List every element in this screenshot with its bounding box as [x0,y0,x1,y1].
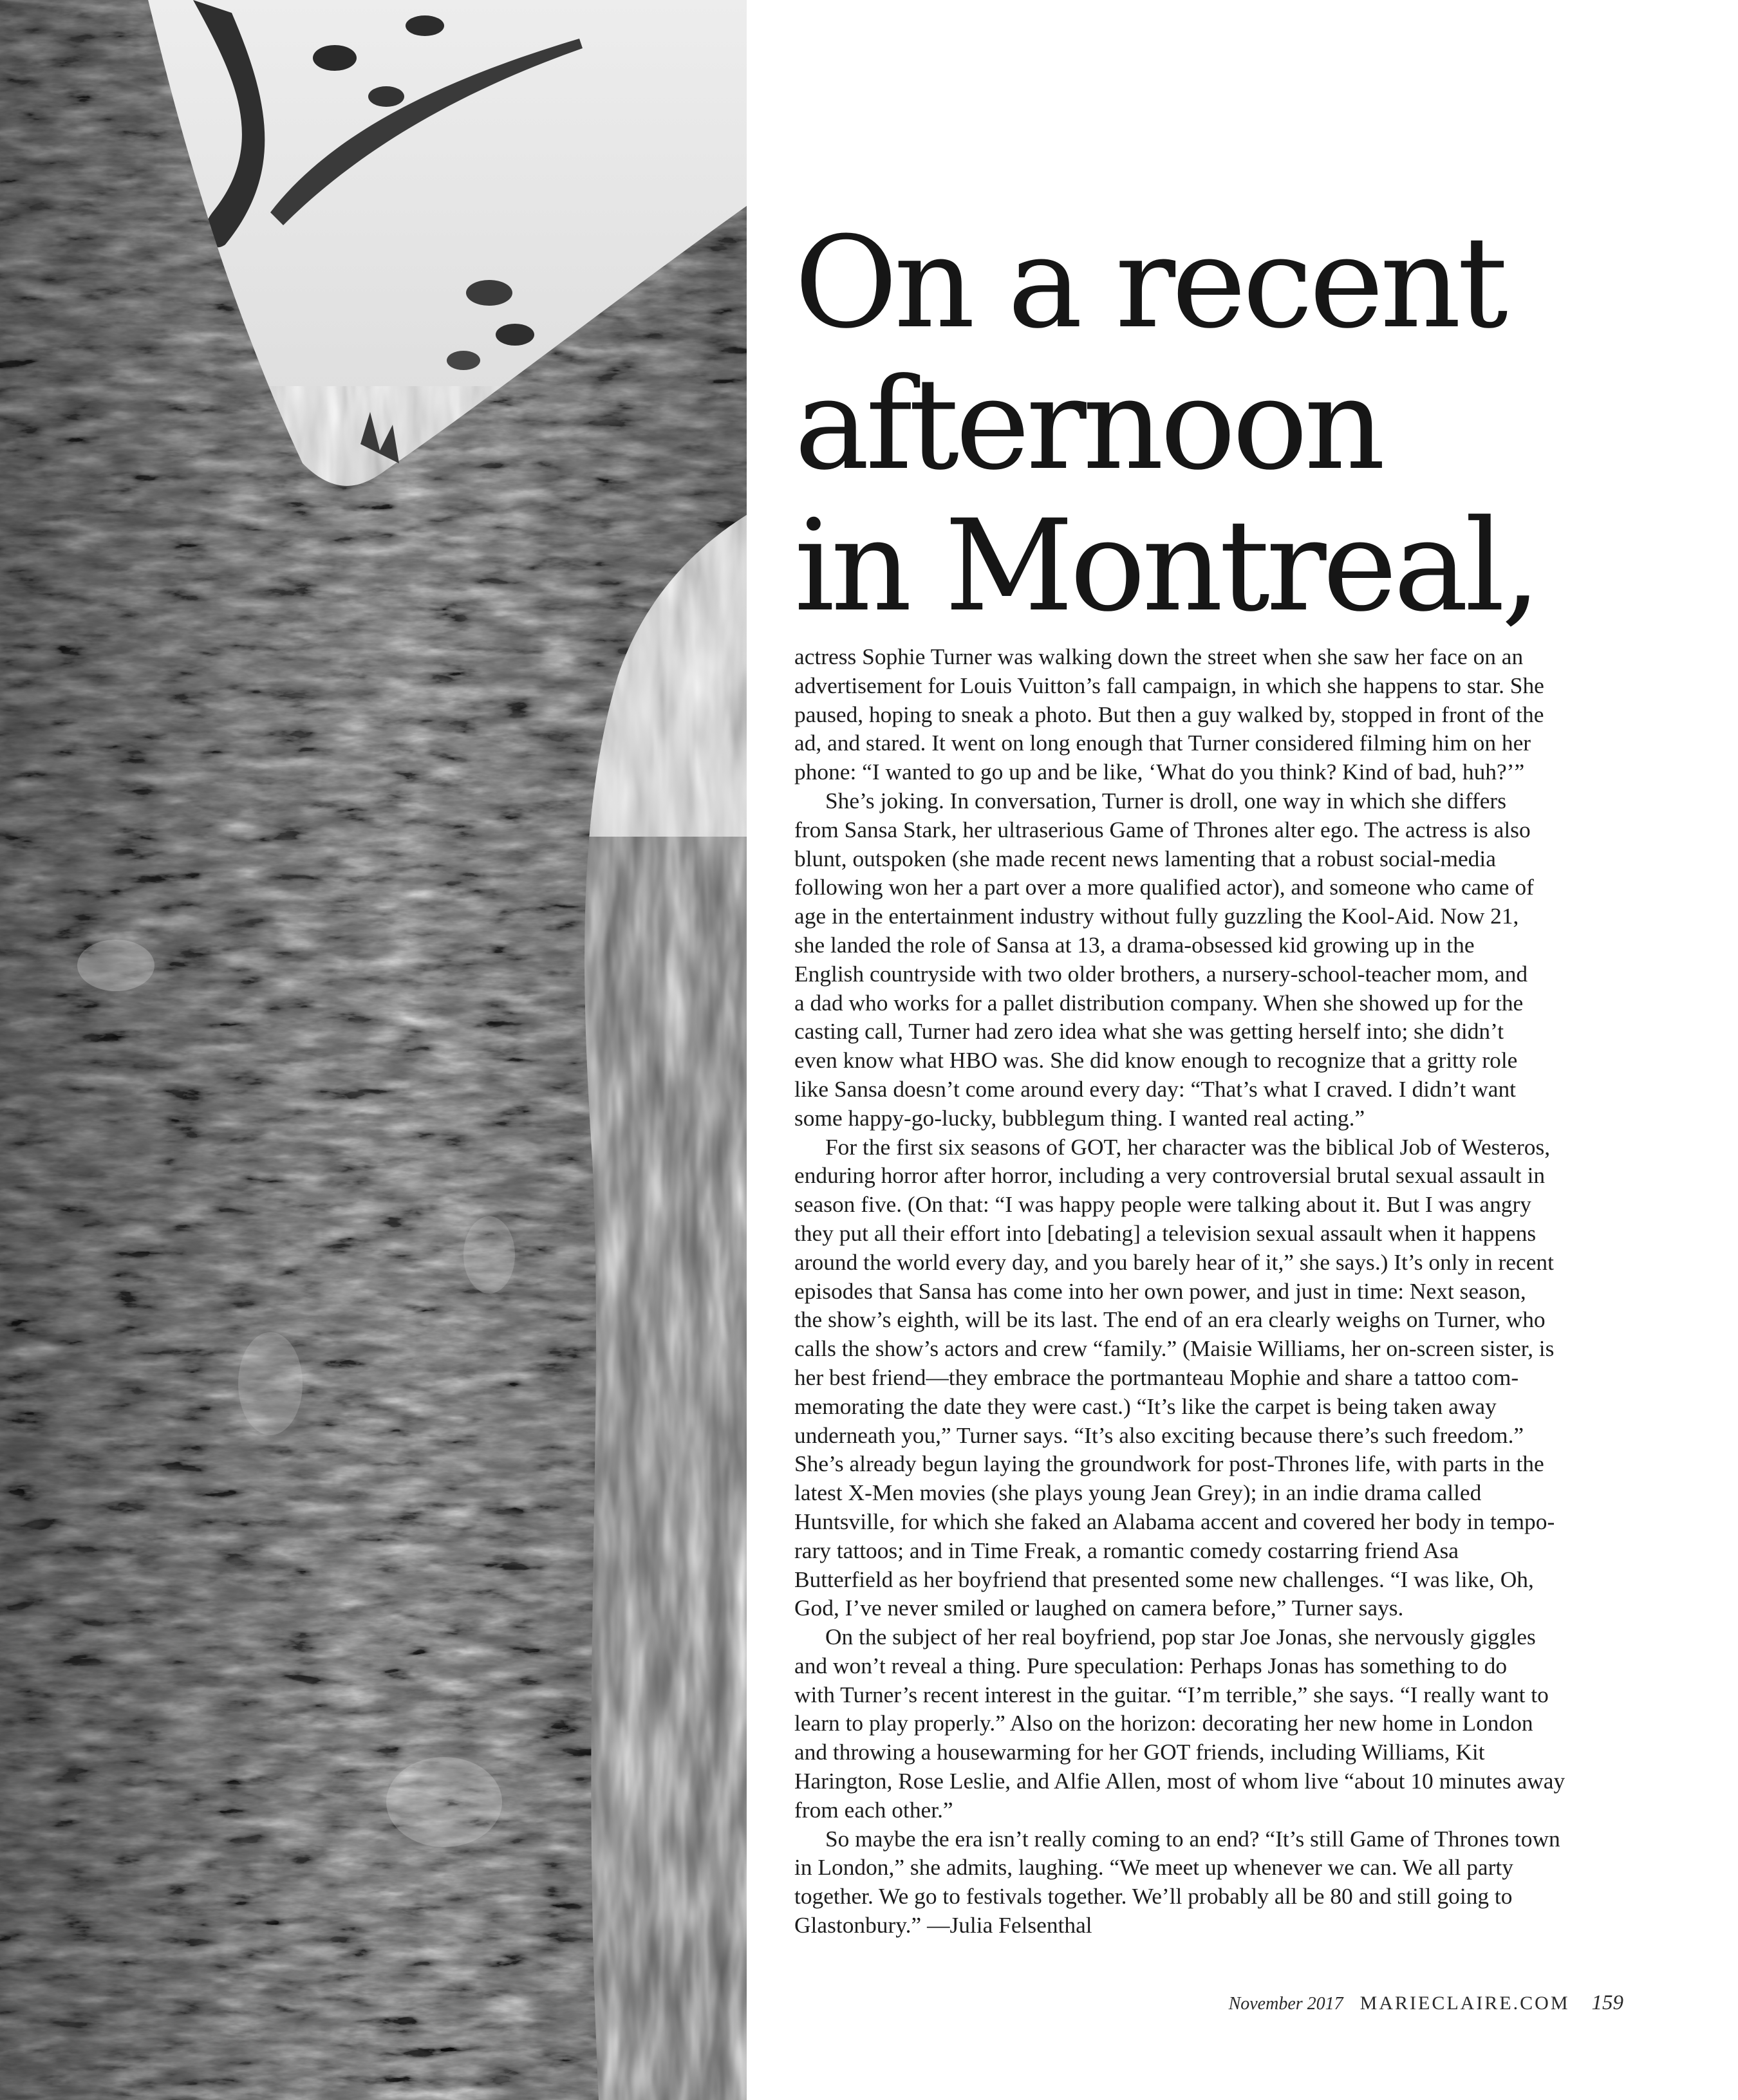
body-line: advertisement for Louis Vuitton’s fall campaign, in which she happens to star. She [794,672,1544,698]
body-line: with Turner’s recent interest in the guitar. “I’m terrible,” she says. “I really want to [794,1681,1549,1707]
body-line: a dad who works for a pallet distribution company. When she showed up for the [794,989,1524,1016]
tree-trunk-photo-icon [0,0,747,2100]
body-line: they put all their effort into [debating] a television sexual assault when it happens [794,1220,1537,1246]
body-line: She’s already begun laying the groundwork for post-Thrones life, with parts in the [794,1451,1544,1477]
paragraph-2 [794,786,1625,1133]
body-line: blunt, outspoken (she made recent news lamenting that a robust social-media [794,845,1496,871]
body-line: English countryside with two older brothers, a nursery-school-teacher mom, and [794,960,1528,987]
headline-line: On a recent [794,210,1504,357]
body-line: the show’s eighth, will be its last. The end of an era clearly weighs on Turner, who [794,1306,1546,1333]
site-url: MARIECLAIRE.COM [1360,1993,1570,2014]
body-line: actress Sophie Turner was walking down the street when she saw her face on an [794,644,1524,669]
page-footer [1211,1991,1623,2015]
body-line: Butterfield as her boyfriend that presented some new challenges. “I was like, Oh, [794,1566,1534,1592]
body-line: latest X-Men movies (she plays young Jean Grey); in an indie drama called [794,1480,1482,1506]
body-line: underneath you,” Turner says. “It’s also exciting because there’s such freedom.” [794,1422,1524,1448]
body-line: enduring horror after horror, including a very controversial brutal sexual assault in [794,1162,1546,1189]
issue-date: November 2017 [1228,1994,1343,2014]
body-line: together. We go to festivals together. We’ll probably all be 80 and still going to [794,1883,1513,1910]
body-line: and won’t reveal a thing. Pure speculation: Perhaps Jonas has something to do [794,1652,1508,1678]
tree-photo [0,0,747,2100]
headline-line: in Montreal, [794,493,1538,640]
paragraph-1 [794,642,1625,786]
body-line: Harington, Rose Leslie, and Alfie Allen, most of whom live “about 10 minutes away [794,1768,1565,1794]
body-line: learn to play properly.” Also on the horizon: decorating her new home in London [794,1710,1533,1736]
body-line: Glastonbury.” —Julia Felsenthal [794,1912,1092,1938]
body-line: some happy-go-lucky, bubblegum thing. I wanted real acting.” [794,1104,1365,1131]
article [794,212,1625,1940]
body-line: ad, and stared. It went on long enough that Turner considered filming him on her [794,730,1531,756]
body-line: episodes that Sansa has come into her own power, and just in time: Next season, [794,1278,1526,1304]
paragraph-5 [794,1825,1625,1940]
body-line: from Sansa Stark, her ultraserious Game of Thrones alter ego. The actress is also [794,816,1531,842]
body-line: Huntsville, for which she faked an Alabama accent and covered her body in tempo- [794,1508,1555,1534]
body-line: she landed the role of Sansa at 13, a drama-obsessed kid growing up in the [794,931,1475,958]
body-line: even know what HBO was. She did know enough to recognize that a gritty role [794,1047,1518,1073]
headline-line: afternoon [794,351,1382,498]
body-line: her best friend—they embrace the portmanteau Mophie and share a tattoo com- [794,1364,1519,1390]
body-line: So maybe the era isn’t really coming to an end? “It’s still Game of Thrones town [825,1825,1560,1852]
page-number: 159 [1591,1991,1623,2014]
body-line: rary tattoos; and in Time Freak, a romantic comedy costarring friend Asa [794,1537,1459,1563]
paragraph-3 [794,1133,1625,1623]
article-body [794,642,1625,1940]
body-line: from each other.” [794,1796,953,1823]
paragraph-4 [794,1622,1625,1825]
body-line: She’s joking. In conversation, Turner is droll, one way in which she differs [825,787,1506,813]
body-line: following won her a part over a more qualified actor), and someone who came of [794,874,1534,900]
headline [794,210,1625,640]
body-line: in London,” she admits, laughing. “We meet up whenever we can. We all party [794,1854,1513,1881]
body-line: phone: “I wanted to go up and be like, ‘What do you think? Kind of bad, huh?’” [794,759,1525,785]
body-line: calls the show’s actors and crew “family.” (Maisie Williams, her on-screen sister, is [794,1335,1555,1362]
body-line: casting call, Turner had zero idea what she was getting herself into; she didn’t [794,1018,1504,1045]
body-line: season five. (On that: “I was happy people were talking about it. But I was angry [794,1191,1531,1218]
body-line: memorating the date they were cast.) “It’s like the carpet is being taken away [794,1393,1497,1419]
body-line: and throwing a housewarming for her GOT friends, including Williams, Kit [794,1739,1485,1765]
body-line: God, I’ve never smiled or laughed on camera before,” Turner says. [794,1595,1404,1621]
body-line: like Sansa doesn’t come around every day: “That’s what I craved. I didn’t want [794,1075,1517,1102]
body-line: On the subject of her real boyfriend, pop star Joe Jonas, she nervously giggles [825,1624,1536,1650]
body-line: age in the entertainment industry without fully guzzling the Kool-Aid. Now 21, [794,903,1519,929]
body-line: around the world every day, and you barely hear of it,” she says.) It’s only in recent [794,1249,1554,1275]
body-line: paused, hoping to sneak a photo. But then a guy walked by, stopped in front of the [794,701,1544,727]
body-line: For the first six seasons of GOT, her character was the biblical Job of Westeros, [825,1133,1551,1160]
